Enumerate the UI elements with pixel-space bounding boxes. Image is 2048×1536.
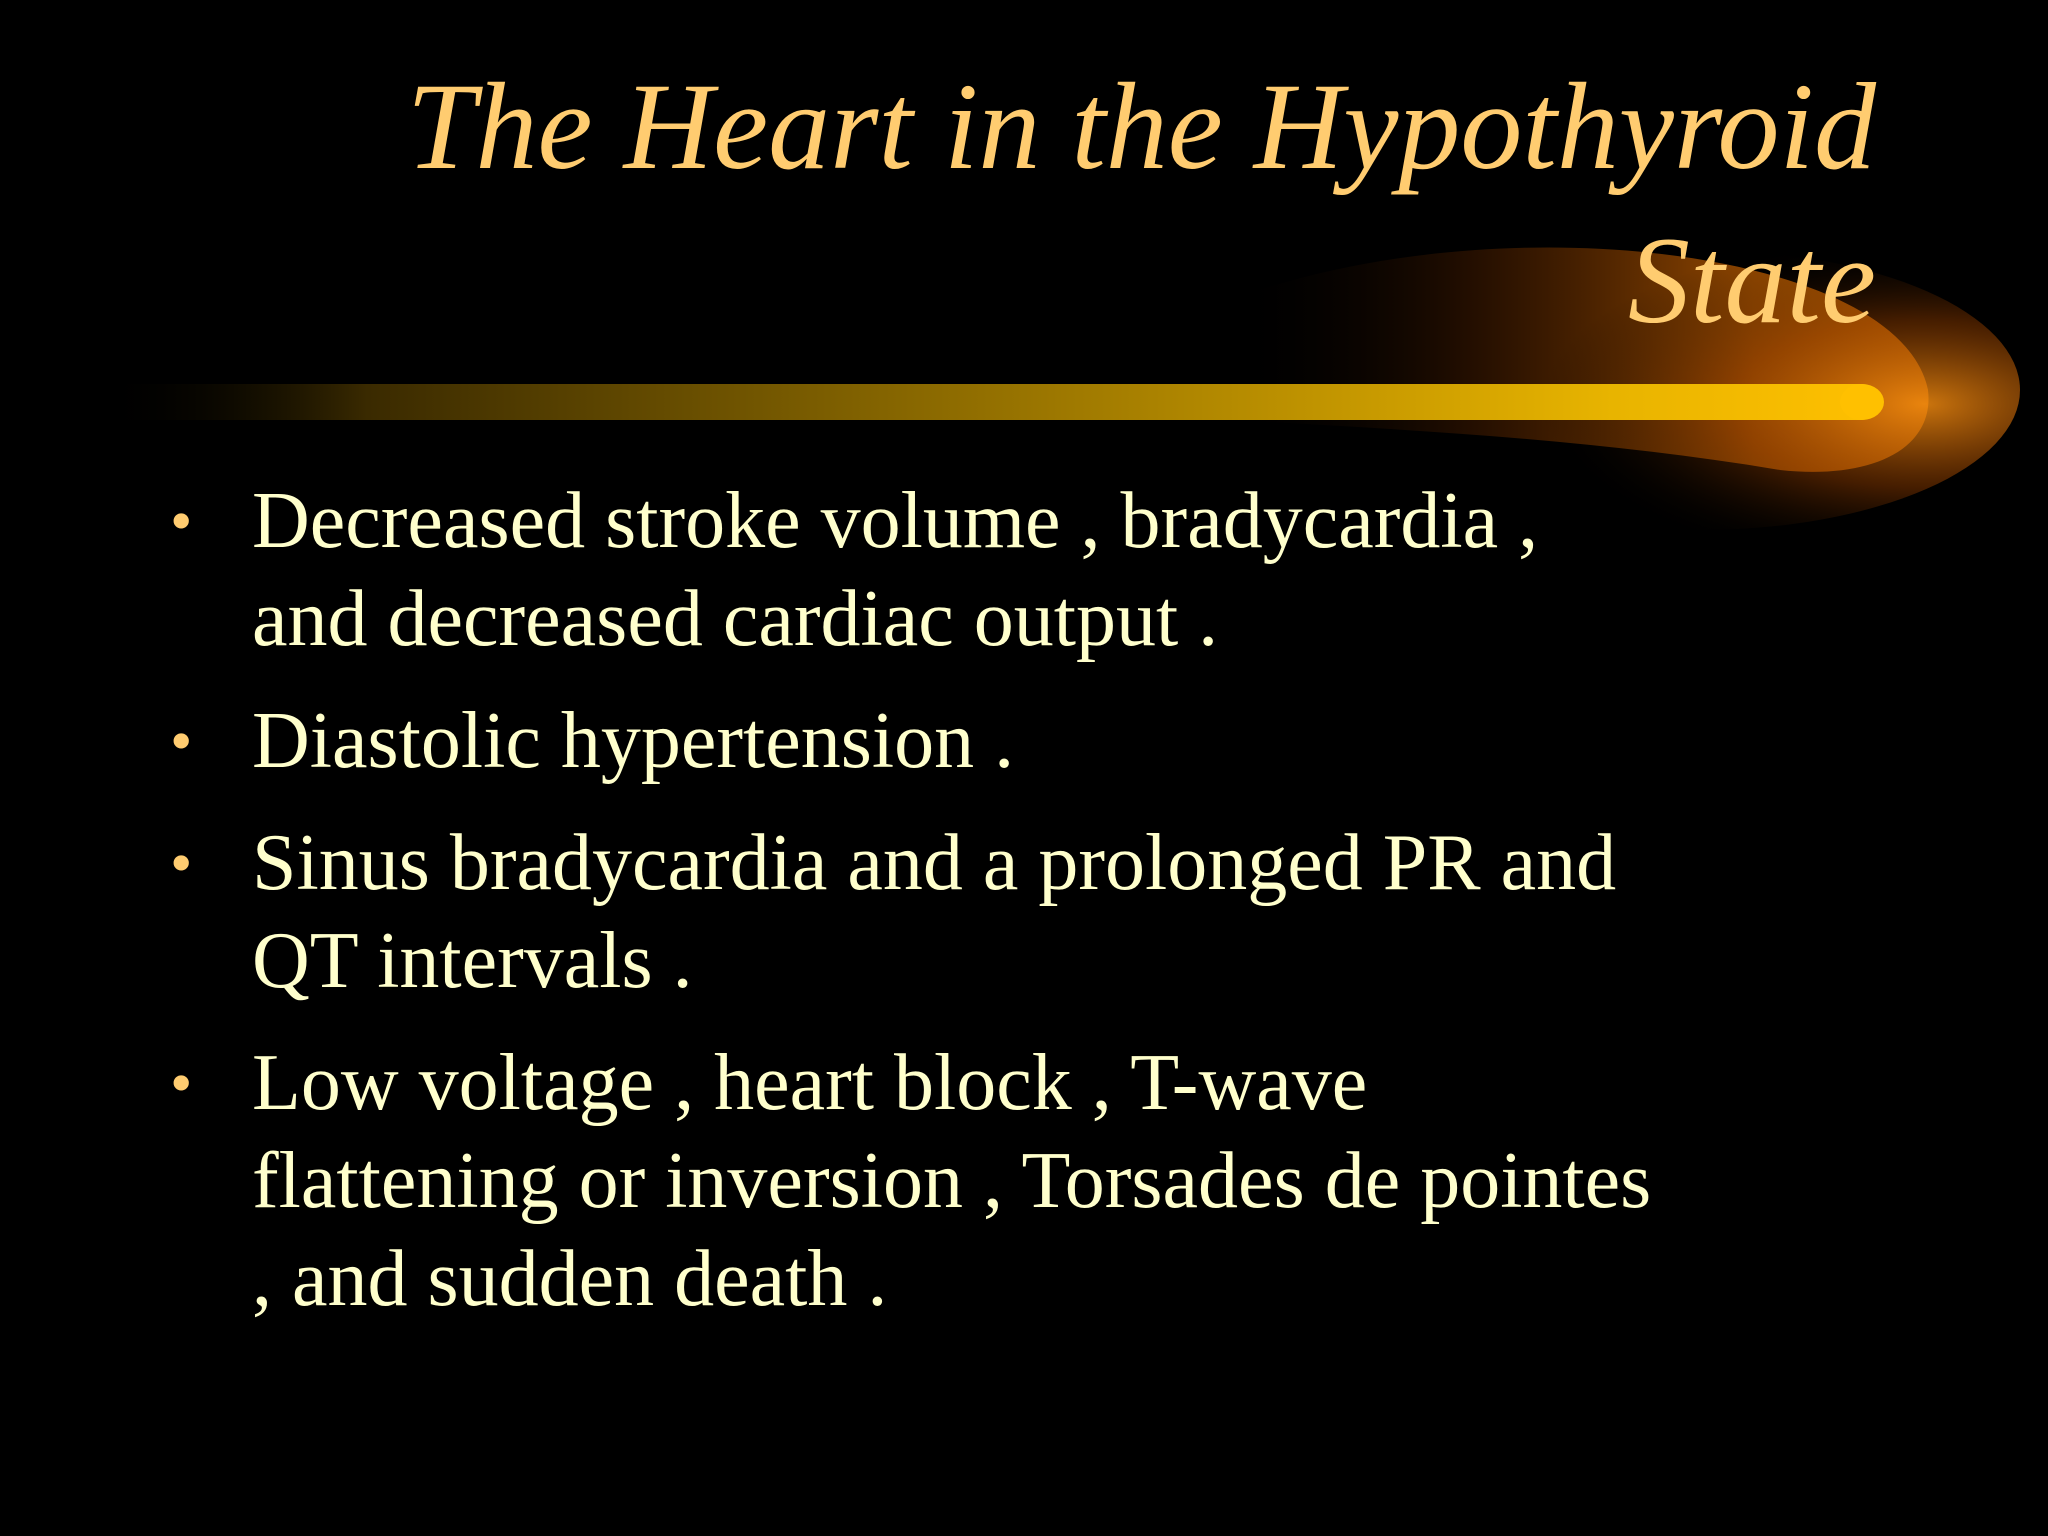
bullet-item (160, 692, 1920, 790)
bullet-dot-icon: • (170, 827, 193, 898)
bullet-dot-icon: • (170, 485, 193, 556)
slide-title-line-2: State (1628, 212, 1876, 349)
bullet-line: , and sudden death . (252, 1235, 888, 1323)
swoosh-bar (100, 384, 1880, 420)
bullet-item (160, 1034, 1920, 1328)
bullet-line: Sinus bradycardia and a prolonged PR and (252, 819, 1617, 907)
bullet-item (160, 472, 1920, 668)
bullet-line: Diastolic hypertension . (252, 697, 1015, 785)
bullet-line: QT intervals . (252, 917, 693, 1005)
swoosh-bar-tip (1840, 384, 1884, 420)
bullet-dot-icon: • (170, 705, 193, 776)
bullet-item (160, 814, 1920, 1010)
bullet-line: flattening or inversion , Torsades de pointes (252, 1137, 1652, 1225)
slide-title (176, 50, 1876, 358)
bullet-dot-icon: • (170, 1047, 193, 1118)
bullet-list (160, 472, 1920, 1352)
bullet-line: Low voltage , heart block , T-wave (252, 1039, 1368, 1127)
slide-title-line-1: The Heart in the Hypothyroid (406, 58, 1876, 195)
bullet-line: Decreased stroke volume , bradycardia , (252, 477, 1539, 565)
bullet-line: and decreased cardiac output . (252, 575, 1219, 663)
